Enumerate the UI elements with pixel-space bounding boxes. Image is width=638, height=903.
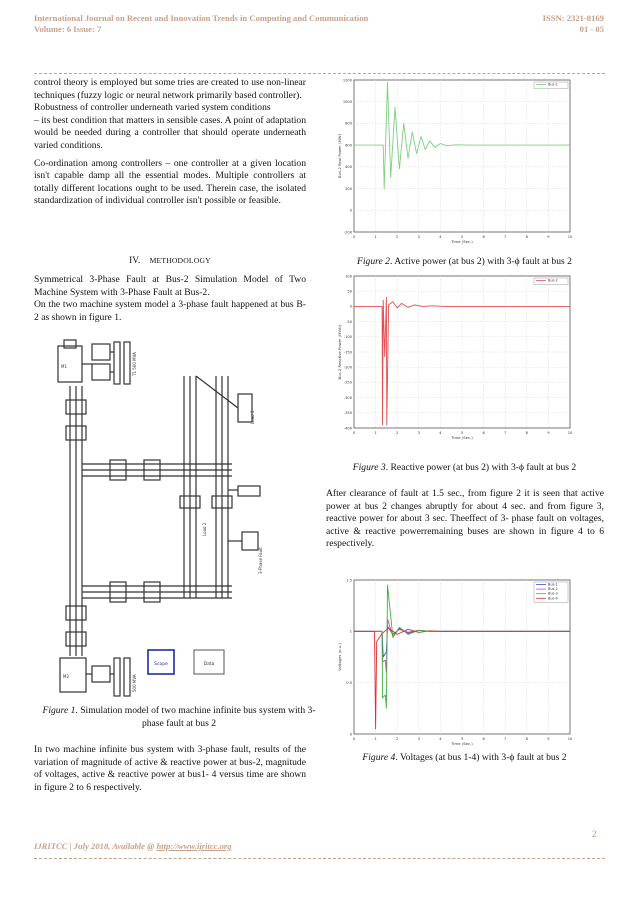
- x-axis-label: Time (Sec.): [451, 239, 473, 244]
- x-tick-label: 9: [547, 737, 550, 741]
- scope-label: Scope: [154, 662, 168, 667]
- x-tick-label: 3: [417, 235, 420, 239]
- paragraph: – its best condition that matters in sensible cases. A point of adaptation would be needed during a controller that should operate underneath varied conditions.: [34, 114, 306, 151]
- y-tick-label: 0.5: [346, 680, 352, 685]
- y-tick-label: 50: [347, 289, 352, 294]
- legend-entry: Bus-2: [548, 278, 558, 283]
- x-tick-label: 7: [504, 737, 507, 741]
- m1-label: M1: [61, 364, 67, 369]
- left-text-block-2: [34, 274, 306, 324]
- x-tick-label: 7: [504, 235, 507, 239]
- x-tick-label: 0: [352, 235, 356, 239]
- paragraph: After clearance of fault at 1.5 sec., from figure 2 it is seen that active power at bus 2 changes abruptly for about 4 sec. and from figure 3, reactive power for about 3 sec. Theeffect of 3- phase fault on voltages, active & reactive powerremaining buses are shown in figure 4 to 6 respectively.: [326, 488, 604, 550]
- x-tick-label: 6: [482, 737, 485, 741]
- figure-label: Figure 3: [352, 462, 386, 473]
- caption-text: . Simulation model of two machine infinite bus system with 3-phase fault at bus 2: [75, 705, 316, 729]
- legend-entry: Bus-4: [548, 596, 558, 601]
- section-heading: [34, 256, 306, 266]
- x-tick-label: 2: [396, 737, 399, 741]
- caption-text: . Reactive power (at bus 2) with 3-ϕ fault at bus 2: [385, 462, 577, 473]
- journal-title: International Journal on Recent and Innovation Trends in Computing and Communication: [34, 13, 369, 23]
- y-tick-label: 1000: [342, 100, 352, 105]
- paragraph: Robustness of controller underneath varied system conditions: [34, 102, 271, 114]
- y-tick-label: 0: [349, 732, 352, 737]
- y-tick-label: 200: [345, 186, 352, 191]
- figure-label: Figure 1: [42, 705, 76, 716]
- figure-1-caption: [34, 705, 324, 730]
- x-tick-label: 8: [525, 431, 528, 435]
- x-tick-label: 8: [525, 737, 528, 741]
- caption-text: . Active power (at bus 2) with 3-ϕ fault at bus 2: [389, 256, 572, 267]
- figure-label: Figure 2: [357, 256, 390, 267]
- simulink-model-diagram: [52, 336, 292, 702]
- left-text-block-1: [34, 77, 306, 208]
- legend-entry: Bus-2: [548, 82, 558, 87]
- paragraph: In two machine infinite bus system with 3-phase fault, results of the variation of magnitude of active & reactive power at bus-2, magnitude of voltages, active & reactive power at bus1- 4 versus time are shown in figure 2 to 6 respectively.: [34, 744, 306, 793]
- left-text-block-3: [34, 744, 306, 794]
- figure-2-caption: [322, 256, 607, 269]
- x-tick-label: 3: [417, 431, 420, 435]
- y-axis-label: Bus-2 Real Power (MW): [337, 133, 342, 179]
- x-tick-label: 2: [396, 235, 399, 239]
- x-axis-label: Time (Sec.): [451, 741, 473, 746]
- legend-entry: Bus-3: [548, 591, 558, 596]
- y-tick-label: 600: [345, 143, 352, 148]
- figure-4-chart: [336, 574, 584, 746]
- y-axis-label: Voltages (p.u.): [337, 643, 342, 671]
- t2-label: 500 MVA: [132, 674, 137, 692]
- x-tick-label: 6: [482, 235, 485, 239]
- y-tick-label: 1.5: [346, 578, 352, 583]
- x-tick-label: 1: [374, 235, 377, 239]
- figure-3-chart: [336, 272, 584, 444]
- t1-label: T1 500 MVA: [132, 352, 137, 376]
- x-tick-label: 9: [547, 235, 550, 239]
- section-title: METHODOLOGY: [149, 256, 211, 265]
- y-axis-label: Bus-2 Reactive Power (MVAr): [337, 324, 342, 380]
- paragraph: control theory is employed but some tries are created to use non-linear techniques (fuzzy logic or neural network primarily based controller).: [34, 77, 306, 101]
- x-tick-label: 3: [417, 737, 420, 741]
- page-number: 2: [592, 829, 597, 839]
- x-tick-label: 7: [504, 431, 507, 435]
- right-text-block: [326, 488, 604, 551]
- paragraph: Co-ordination among controllers – one controller at a given location isn't capable damp all the essential modes. Multiple controllers at totally different locations ought to be used. Therein case, the isolated standardization of individual controller isn't possible or feasible.: [34, 157, 306, 207]
- y-tick-label: 0: [349, 208, 352, 213]
- y-tick-label: -200: [343, 230, 352, 235]
- y-tick-label: -400: [343, 426, 352, 431]
- figure-3-caption: [322, 462, 607, 475]
- x-tick-label: 1: [374, 737, 377, 741]
- y-tick-label: 800: [345, 121, 352, 126]
- y-tick-label: -100: [343, 335, 352, 340]
- y-tick-label: 400: [345, 165, 352, 170]
- page-range: 01 - 05: [579, 24, 604, 34]
- footer-link[interactable]: http://www.ijritcc.org: [156, 841, 232, 851]
- footer-text: [34, 841, 232, 851]
- y-tick-label: 1: [349, 629, 352, 634]
- figure-2-chart: [336, 74, 584, 249]
- figure-4-caption: [322, 752, 607, 765]
- figure-label: Figure 4: [362, 752, 396, 763]
- fault-block: [242, 532, 258, 550]
- footer-rule: [34, 858, 605, 859]
- legend-entry: Bus-2: [548, 587, 558, 592]
- legend-entry: Bus-1: [548, 582, 558, 587]
- y-tick-label: 100: [345, 274, 352, 279]
- y-tick-label: -150: [343, 350, 352, 355]
- x-axis-label: Time (Sec.): [451, 435, 473, 440]
- caption-text: . Voltages (at bus 1-4) with 3-ϕ fault at bus 2: [395, 752, 567, 763]
- y-tick-label: -300: [343, 395, 352, 400]
- figure-1-schematic: [52, 336, 292, 702]
- x-tick-label: 2: [396, 431, 399, 435]
- x-tick-label: 6: [482, 431, 485, 435]
- y-tick-label: -50: [346, 319, 352, 324]
- x-tick-label: 1: [374, 431, 377, 435]
- x-tick-label: 8: [525, 235, 528, 239]
- x-tick-label: 4: [439, 235, 442, 239]
- x-tick-label: 4: [439, 431, 442, 435]
- paragraph: Symmetrical 3-Phase Fault at Bus-2 Simulation Model of Two Machine System with 3-Phase Fault at Bus-2.: [34, 274, 306, 298]
- y-tick-label: -250: [343, 380, 352, 385]
- y-tick-label: -200: [343, 365, 352, 370]
- m2-label: M2: [63, 674, 69, 679]
- x-tick-label: 0: [352, 431, 356, 435]
- x-tick-label: 10: [567, 431, 573, 435]
- paragraph: On the two machine system model a 3-phase fault happened at bus B-2 as shown in figure 1.: [34, 299, 306, 323]
- x-tick-label: 5: [460, 235, 464, 239]
- load2-label: Load 2: [202, 522, 207, 536]
- x-tick-label: 0: [352, 737, 356, 741]
- x-tick-label: 10: [567, 737, 573, 741]
- section-number: IV.: [129, 256, 141, 266]
- x-tick-label: 5: [460, 431, 464, 435]
- x-tick-label: 10: [567, 235, 573, 239]
- y-tick-label: 1200: [342, 78, 352, 83]
- load1-label: Load 1: [250, 410, 255, 424]
- journal-issn: ISSN: 2321-8169: [542, 13, 604, 23]
- journal-volume: Volume: 6 Issue: 7: [34, 24, 102, 34]
- data-label: Data: [203, 662, 215, 667]
- x-tick-label: 4: [439, 737, 442, 741]
- y-tick-label: 0: [349, 304, 352, 309]
- x-tick-label: 5: [460, 737, 464, 741]
- fault-label: 3-Phase Fault: [258, 547, 263, 574]
- x-tick-label: 9: [547, 431, 550, 435]
- footer-left: IJRITCC | July 2018, Available @: [34, 841, 157, 851]
- y-tick-label: -350: [343, 411, 352, 416]
